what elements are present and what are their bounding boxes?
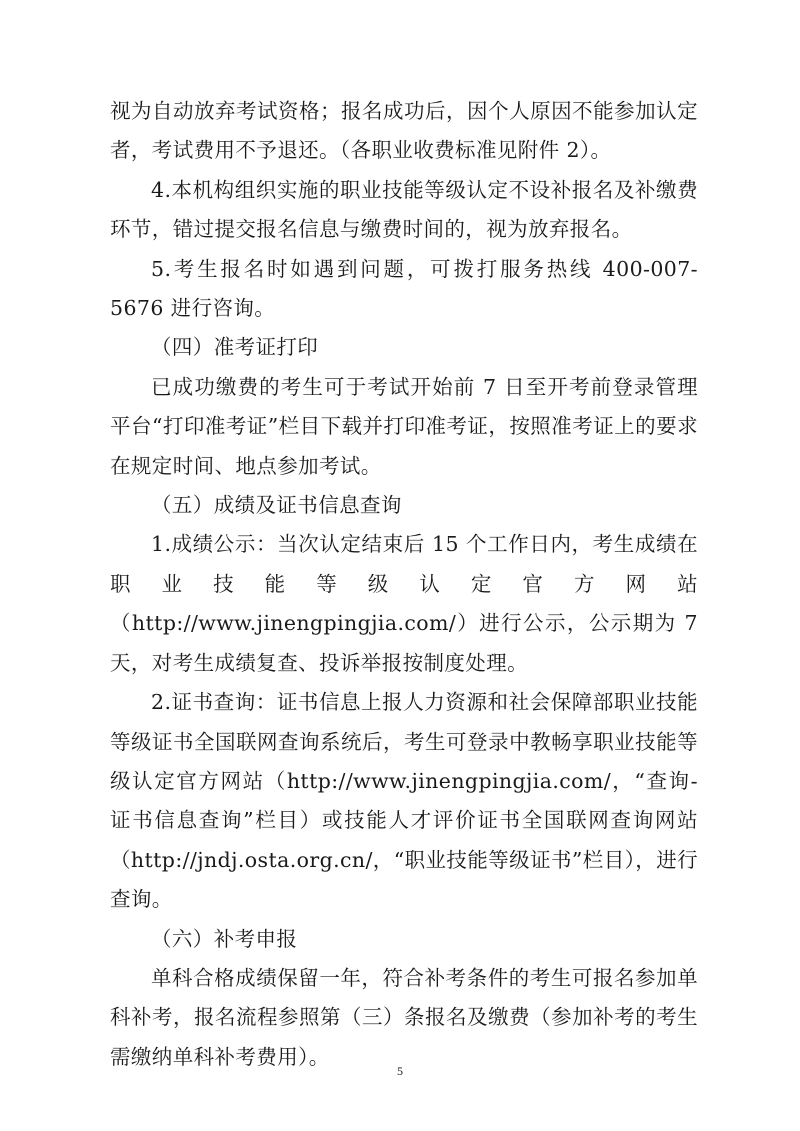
- document-body: [110, 92, 698, 1077]
- paragraph-certificate-query: 2.证书查询：证书信息上报人力资源和社会保障部职业技能等级证书全国联网查询系统后，考生可登录中教畅享职业技能等级认定官方网站（http://www.jinengpingjia.com/，“查询-证书信息查询”栏目）或技能人才评价证书全国联网查询网站（http://jndj.osta.org.cn/，“职业技能等级证书”栏目），进行查询。: [110, 690, 698, 912]
- paragraph-admission-ticket-printing: 已成功缴费的考生可于考试开始前 7 日至开考前登录管理平台“打印准考证”栏目下载并打印准考证，按照准考证上的要求在规定时间、地点参加考试。: [110, 374, 698, 478]
- paragraph-service-hotline: 5.考生报名时如遇到问题，可拨打服务热线 400-007-5676 进行咨询。: [110, 256, 698, 321]
- paragraph-fee-refund: 视为自动放弃考试资格；报名成功后，因个人原因不能参加认定者，考试费用不予退还。（各职业收费标准见附件 2）。: [110, 99, 698, 163]
- section-heading-makeup-exam: （六）补考申报: [151, 926, 298, 951]
- paragraph-results-publication: 1.成绩公示：当次认定结束后 15 个工作日内，考生成绩在职业技能等级认定官方网站（http://www.jinengpingjia.com/）进行公示，公示期为 7 天，对考生成绩复查、投诉举报按制度处理。: [110, 532, 698, 675]
- paragraph-no-late-registration: 4.本机构组织实施的职业技能等级认定不设补报名及补缴费环节，错过提交报名信息与缴费时间的，视为放弃报名。: [110, 177, 698, 242]
- page-number: 5: [397, 1064, 403, 1078]
- section-heading-results-query: （五）成绩及证书信息查询: [151, 493, 402, 518]
- paragraph-makeup-exam: 单科合格成绩保留一年，符合补考条件的考生可报名参加单科补考，报名流程参照第（三）条报名及缴费（参加补考的考生需缴纳单科补考费用）。: [110, 965, 698, 1069]
- section-heading-admission-ticket: （四）准考证打印: [151, 335, 319, 360]
